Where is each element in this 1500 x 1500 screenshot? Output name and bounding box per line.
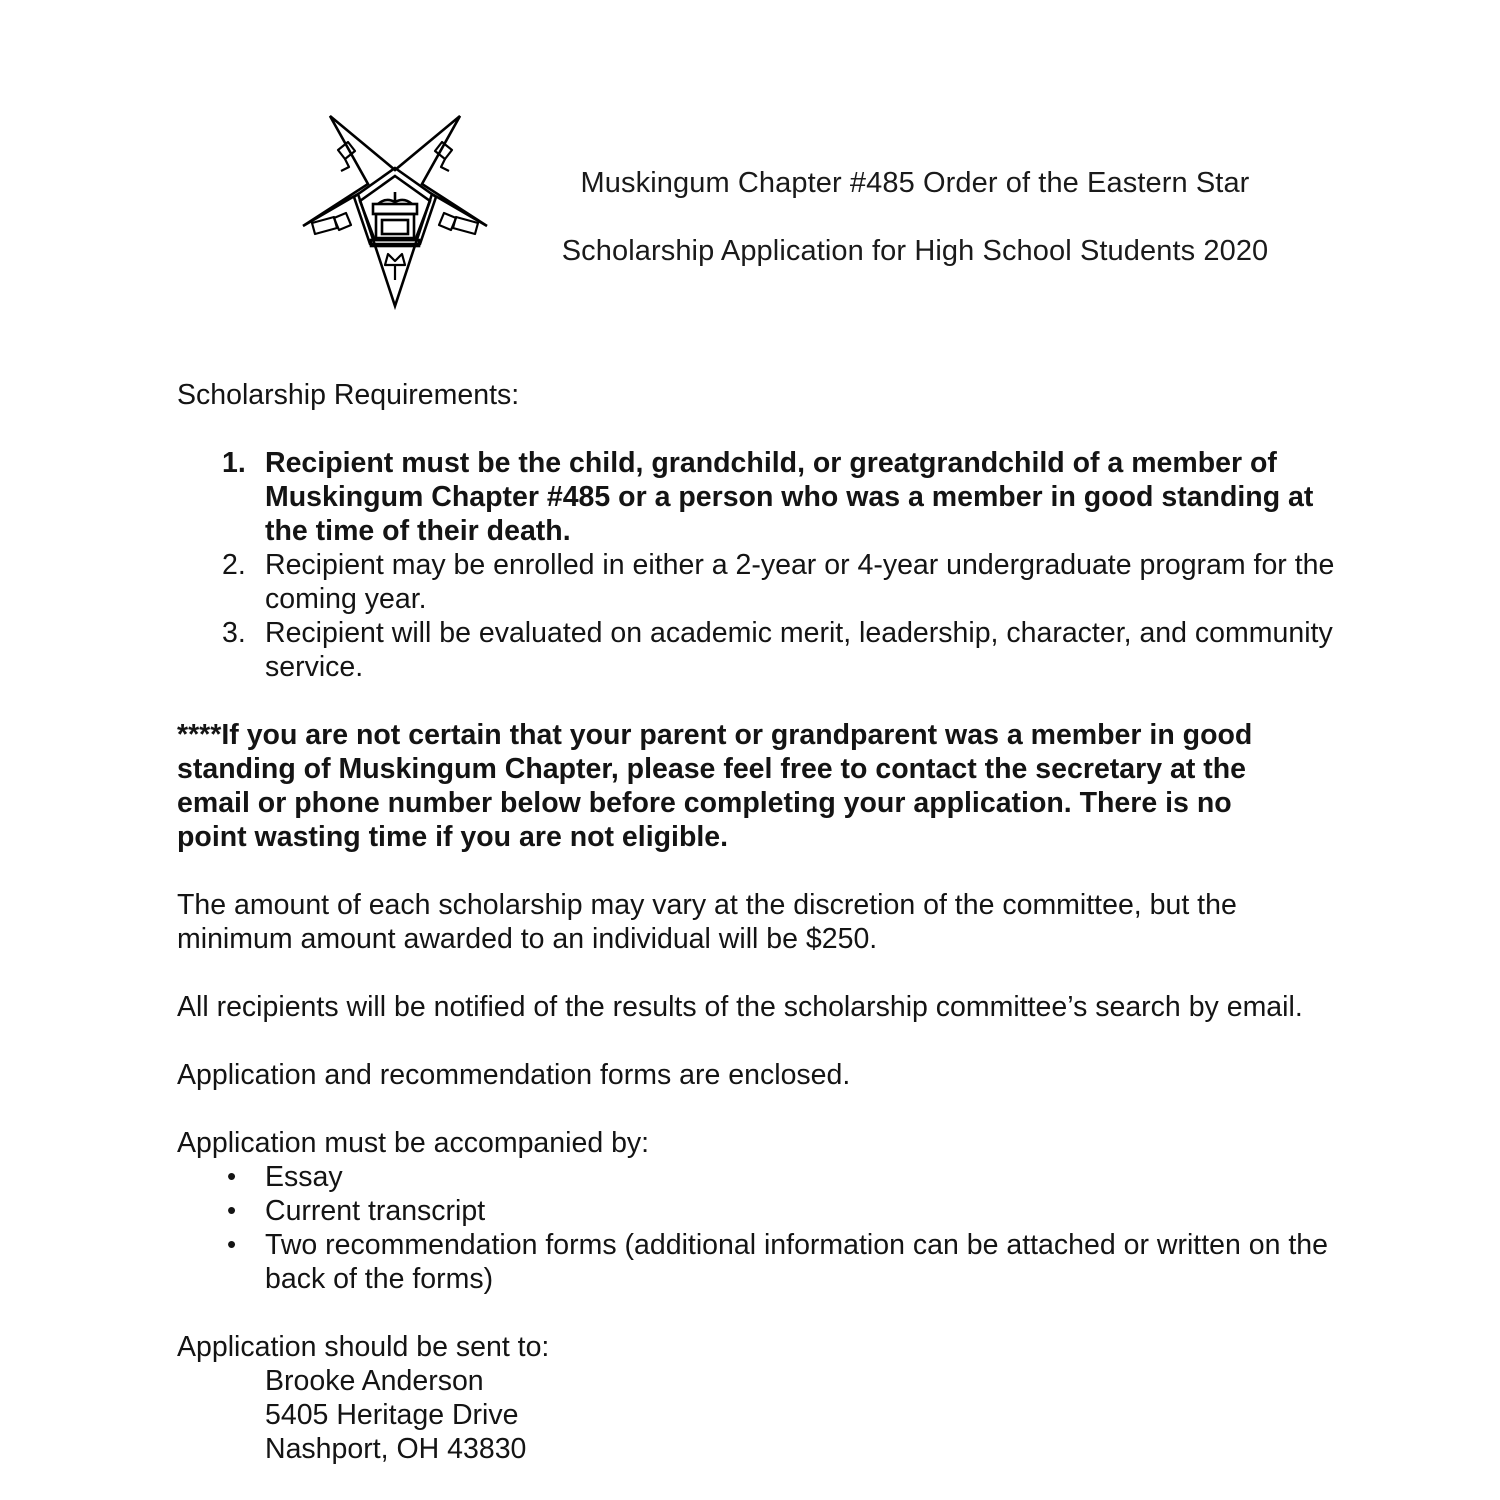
send-to-heading: Application should be sent to:: [177, 1331, 550, 1363]
spacer-after-attachments: [177, 1296, 1337, 1330]
forms-enclosed-paragraph: Application and recommendation forms are enclosed.: [177, 1059, 851, 1091]
attachment-text-transcript: Current transcript: [265, 1195, 486, 1227]
requirement-item-3: [177, 616, 1337, 684]
requirements-list: [177, 446, 1337, 684]
attachment-item-recommendations: [177, 1228, 1337, 1296]
requirement-item-2: [177, 548, 1337, 616]
requirement-text-2: Recipient may be enrolled in either a 2-year or 4-year undergraduate program for the coming year.: [265, 549, 1335, 615]
header-line-chapter: Muskingum Chapter #485 Order of the Eastern Star: [580, 167, 1250, 199]
accompanied-by-heading: Application must be accompanied by:: [177, 1127, 650, 1159]
address-line-city-state-zip: Nashport, OH 43830: [265, 1433, 527, 1465]
header-title-block: [520, 166, 1310, 268]
mailing-address: [177, 1364, 1337, 1466]
header-line-subtitle: Scholarship Application for High School Students 2020: [561, 235, 1269, 267]
spacer-after-requirements: [177, 684, 1337, 718]
address-line-name: Brooke Anderson: [265, 1365, 484, 1397]
requirements-heading: Scholarship Requirements:: [177, 379, 520, 411]
eastern-star-emblem-icon: [300, 110, 490, 310]
requirement-item-1: [177, 446, 1337, 548]
bullet-icon: •: [227, 1195, 237, 1225]
eligibility-notice: ****If you are not certain that your parent or grandparent was a member in good standing of Muskingum Chapter, please feel free to contact the secretary at the email or phone number below before completing your application. There is no point wasting time if you are not eligible.: [177, 719, 1253, 853]
document-header: [0, 104, 1500, 319]
attachment-item-essay: [177, 1160, 1337, 1194]
requirement-marker-1: 1.: [222, 447, 246, 479]
requirement-marker-2: 2.: [222, 549, 246, 581]
bullet-icon: •: [227, 1161, 237, 1191]
address-line-street: 5405 Heritage Drive: [265, 1399, 519, 1431]
notification-paragraph: All recipients will be notified of the results of the scholarship committee’s search by email.: [177, 991, 1303, 1023]
attachment-item-transcript: [177, 1194, 1337, 1228]
requirement-text-3: Recipient will be evaluated on academic merit, leadership, character, and community service.: [265, 617, 1333, 683]
document-body: [177, 378, 1337, 1466]
attachment-text-essay: Essay: [265, 1161, 343, 1193]
requirement-text-1: Recipient must be the child, grandchild, or greatgrandchild of a member of Muskingum Chapter #485 or a person who was a member in good standing at the time of their death.: [265, 447, 1314, 547]
attachment-text-recommendations: Two recommendation forms (additional information can be attached or written on the back of the forms): [265, 1229, 1328, 1295]
attachments-list: [177, 1160, 1337, 1296]
bullet-icon: •: [227, 1229, 237, 1259]
scholarship-amount-paragraph: The amount of each scholarship may vary at the discretion of the committee, but the minimum amount awarded to an individual will be $250.: [177, 889, 1237, 955]
requirement-marker-3: 3.: [222, 617, 246, 649]
